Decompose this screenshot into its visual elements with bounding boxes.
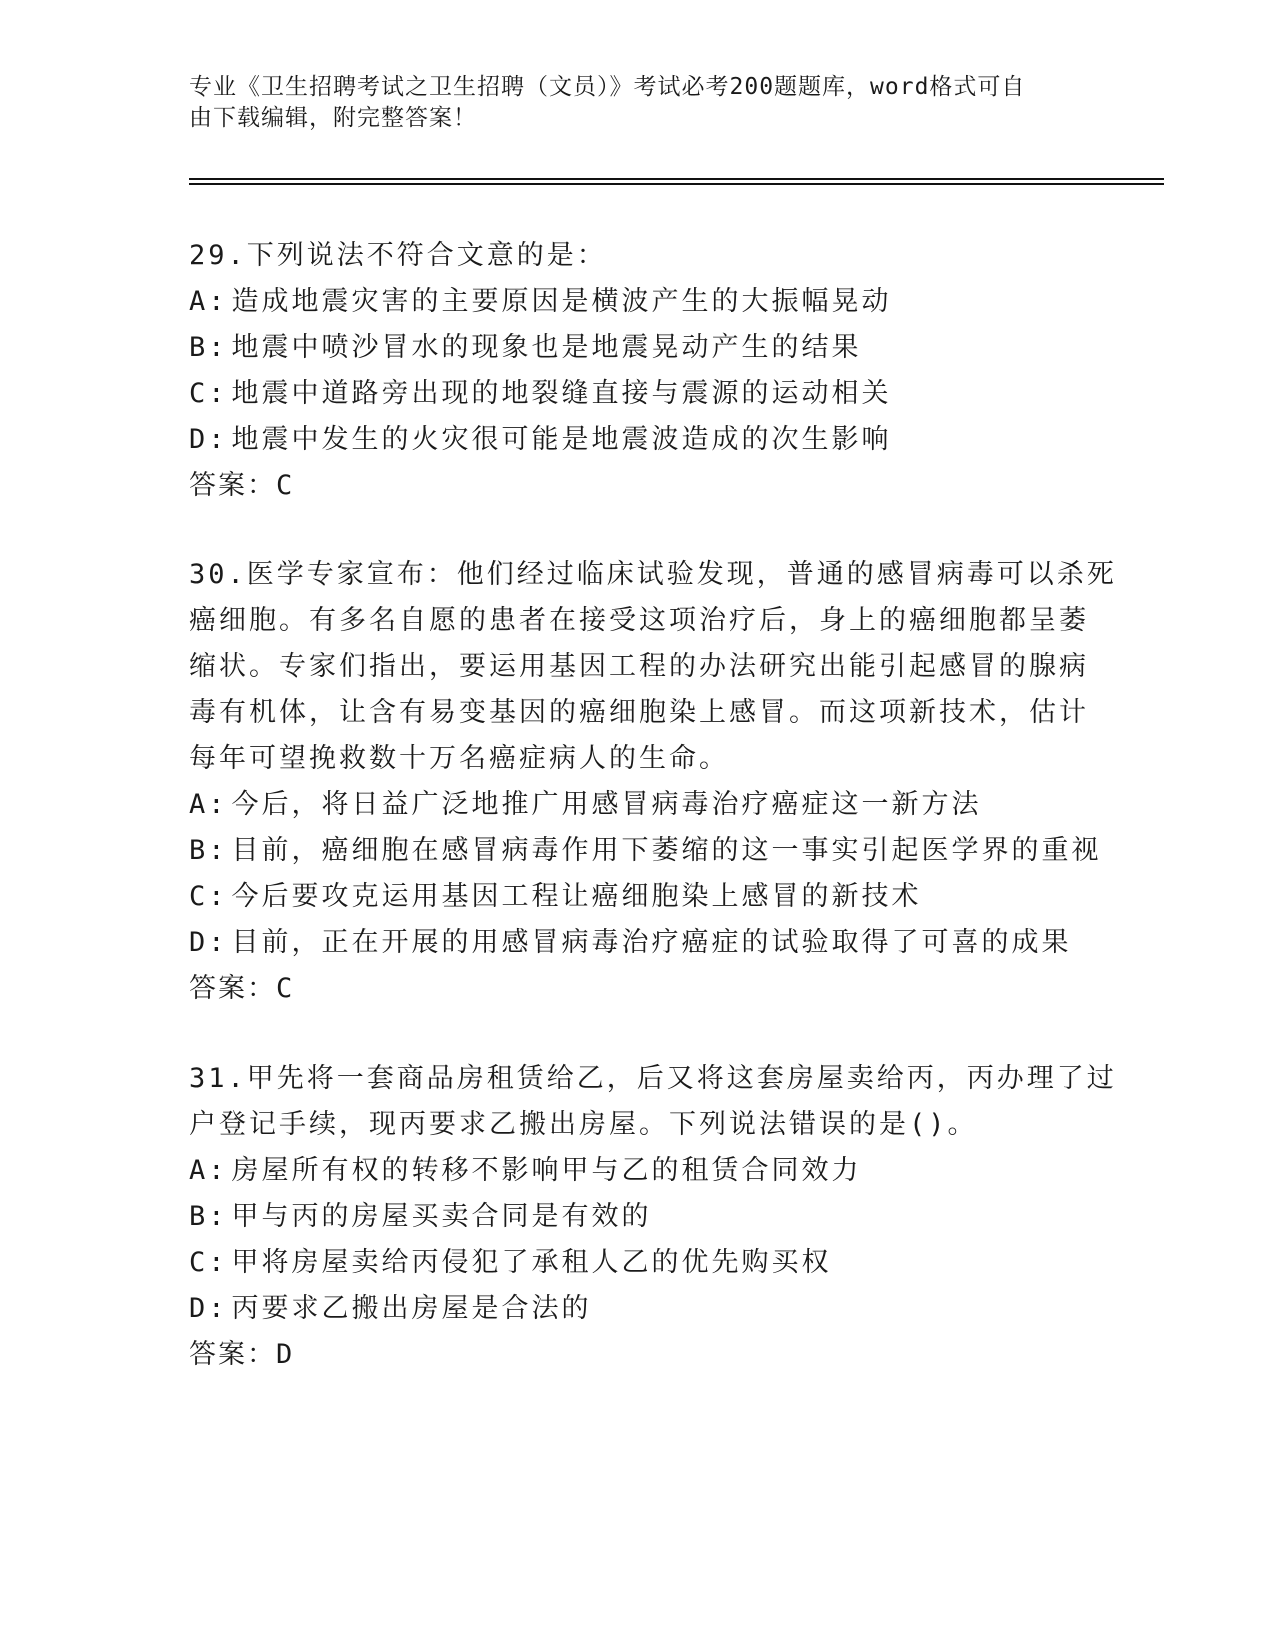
header-divider-bottom bbox=[189, 183, 1164, 185]
option-letter: D: bbox=[189, 1293, 228, 1324]
option-c bbox=[189, 874, 1089, 920]
document-header bbox=[189, 72, 1079, 134]
question-stem-line: 缩状。专家们指出，要运用基因工程的办法研究出能引起感冒的腺病 bbox=[189, 651, 1089, 682]
answer-line: 答案：D bbox=[189, 1339, 295, 1370]
header-line-2: 由下载编辑，附完整答案！ bbox=[189, 105, 477, 131]
option-text: 造成地震灾害的主要原因是横波产生的大振幅晃动 bbox=[231, 286, 892, 317]
question-29 bbox=[189, 233, 1089, 509]
option-letter: C: bbox=[189, 1247, 228, 1278]
option-text: 甲将房屋卖给丙侵犯了承租人乙的优先购买权 bbox=[231, 1247, 832, 1278]
option-letter: C: bbox=[189, 881, 228, 912]
question-30 bbox=[189, 552, 1117, 1012]
question-stem-line: 31.甲先将一套商品房租赁给乙，后又将这套房屋卖给丙，丙办理了过 bbox=[189, 1063, 1117, 1094]
option-d bbox=[189, 920, 1089, 966]
option-a bbox=[189, 782, 1089, 828]
question-stem-line: 癌细胞。有多名自愿的患者在接受这项治疗后，身上的癌细胞都呈萎 bbox=[189, 605, 1089, 636]
option-text: 目前，癌细胞在感冒病毒作用下萎缩的这一事实引起医学界的重视 bbox=[231, 835, 1102, 866]
option-text: 地震中发生的火灾很可能是地震波造成的次生影响 bbox=[231, 424, 892, 455]
option-b bbox=[189, 325, 1089, 371]
question-31 bbox=[189, 1056, 1117, 1378]
option-letter: B: bbox=[189, 332, 228, 363]
option-letter: C: bbox=[189, 378, 228, 409]
header-divider-top bbox=[189, 178, 1164, 180]
answer-line: 答案：C bbox=[189, 470, 295, 501]
option-a bbox=[189, 279, 1089, 325]
option-letter: D: bbox=[189, 927, 228, 958]
option-b bbox=[189, 828, 1102, 874]
question-stem-line: 毒有机体，让含有易变基因的癌细胞染上感冒。而这项新技术，估计 bbox=[189, 697, 1089, 728]
option-c bbox=[189, 371, 1089, 417]
option-text: 地震中道路旁出现的地裂缝直接与震源的运动相关 bbox=[231, 378, 892, 409]
option-text: 地震中喷沙冒水的现象也是地震晃动产生的结果 bbox=[231, 332, 862, 363]
option-letter: D: bbox=[189, 424, 228, 455]
question-stem: 29.下列说法不符合文意的是： bbox=[189, 240, 607, 271]
header-line-1: 专业《卫生招聘考试之卫生招聘（文员）》考试必考200题题库，word格式可自 bbox=[189, 74, 1026, 100]
option-letter: A: bbox=[189, 286, 228, 317]
option-a bbox=[189, 1148, 1089, 1194]
answer-line: 答案：C bbox=[189, 973, 295, 1004]
option-text: 目前，正在开展的用感冒病毒治疗癌症的试验取得了可喜的成果 bbox=[231, 927, 1072, 958]
option-text: 甲与丙的房屋买卖合同是有效的 bbox=[231, 1201, 652, 1232]
option-d bbox=[189, 417, 1089, 463]
option-text: 丙要求乙搬出房屋是合法的 bbox=[231, 1293, 592, 1324]
option-text: 今后，将日益广泛地推广用感冒病毒治疗癌症这一新方法 bbox=[231, 789, 982, 820]
option-text: 今后要攻克运用基因工程让癌细胞染上感冒的新技术 bbox=[231, 881, 922, 912]
option-b bbox=[189, 1194, 1089, 1240]
question-stem-line: 户登记手续，现丙要求乙搬出房屋。下列说法错误的是()。 bbox=[189, 1109, 978, 1140]
option-d bbox=[189, 1286, 1089, 1332]
option-text: 房屋所有权的转移不影响甲与乙的租赁合同效力 bbox=[231, 1155, 862, 1186]
option-letter: B: bbox=[189, 835, 228, 866]
option-letter: A: bbox=[189, 789, 228, 820]
option-c bbox=[189, 1240, 1089, 1286]
option-letter: B: bbox=[189, 1201, 228, 1232]
question-stem-line: 每年可望挽救数十万名癌症病人的生命。 bbox=[189, 743, 729, 774]
option-letter: A: bbox=[189, 1155, 228, 1186]
question-stem-line: 30.医学专家宣布：他们经过临床试验发现，普通的感冒病毒可以杀死 bbox=[189, 559, 1117, 590]
